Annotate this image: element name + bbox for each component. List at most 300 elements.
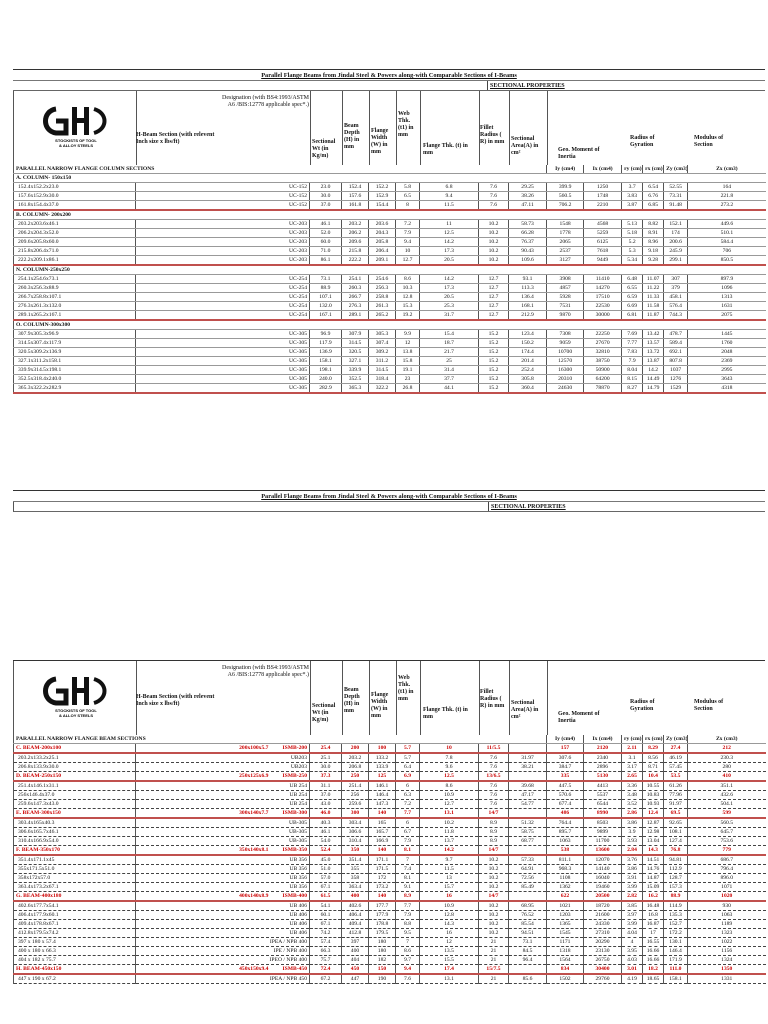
cell-depth: 400 (342, 892, 369, 902)
cell-section: 314.5x307.4x117.9 (14, 339, 136, 348)
flange-thk-header-2: Flange Thk. (t) in mm (423, 707, 468, 720)
cell-flange-width: 172 (369, 874, 396, 883)
cell-flange-width: 258.8 (369, 293, 396, 302)
group-name: D. BEAM-250x150 (14, 772, 136, 782)
group-header-row (14, 210, 766, 220)
cell-iy: 335 (547, 772, 584, 782)
cell-flange-width: 171.1 (369, 855, 396, 865)
cell-web-thk: 8.1 (396, 874, 420, 883)
cell-flange-width: 140 (369, 846, 396, 856)
cell-ry: 3.87 (622, 201, 643, 211)
cell-zx: 706 (688, 247, 766, 256)
table-row (14, 238, 766, 247)
cell-zx: 1324 (688, 956, 766, 965)
cell-area: 72.56 (509, 874, 547, 883)
cell-flange-width: 154.4 (369, 201, 396, 211)
cell-area: 51.32 (509, 818, 547, 828)
cell-area: 38.26 (509, 192, 547, 201)
fillet-header-2: Fillet Radius ( R) in mm (480, 689, 505, 709)
cell-section: 447 x 190 x 67.2 (14, 974, 136, 984)
cell-depth: 409.4 (342, 920, 369, 929)
cell-sect-wt: 31.1 (310, 781, 342, 791)
cell-zy: 172.2 (664, 929, 688, 938)
cell-fillet: 10.2 (479, 901, 509, 911)
cell-sect-wt: 25.1 (310, 753, 342, 763)
cell-sect-wt: 46.0 (310, 809, 342, 819)
cell-sect-wt: 57.4 (310, 938, 342, 947)
cell-rx: 6.85 (643, 201, 664, 211)
cell-flange-thk: 12.5 (420, 772, 479, 782)
cell-section: 289.1x265.2x167.1 (14, 311, 136, 321)
cell-designation: UB 254 (136, 781, 310, 791)
category-units-row (14, 735, 766, 744)
cell-ix: 6544 (584, 800, 622, 809)
unit-zx: Zx (cm3) (688, 165, 766, 174)
cell-flange-thk: 31.7 (420, 311, 479, 321)
cell-zx: 1022 (688, 938, 766, 947)
cell-section: 307.9x305.3x96.9 (14, 330, 136, 339)
cell-ix: 12070 (584, 855, 622, 865)
cell-zy: 73.31 (664, 192, 688, 201)
cell-designation: IPE / NPB 400 (136, 947, 310, 956)
cell-designation: UC-203 (136, 238, 310, 247)
cell-flange-thk: 21.7 (420, 348, 479, 357)
cell-ix: 9449 (584, 256, 622, 266)
cell-area: 90.43 (509, 247, 547, 256)
hbeam-header: H-Beam Section (with relevent Inch size x lbs/ft) (136, 132, 215, 145)
cell-designation: UC-254 (136, 302, 310, 311)
cell-rx: 14.87 (643, 874, 664, 883)
cell-area: 64.91 (509, 865, 547, 874)
cell-iy: 399.9 (547, 183, 584, 192)
cell-sect-wt: 45.0 (310, 855, 342, 865)
cell-section: 203.2x133.2x25.1 (14, 753, 136, 763)
category-units-row (14, 165, 766, 174)
cell-flange-width: 314.5 (369, 366, 396, 375)
cell-depth: 406.4 (342, 911, 369, 920)
cell-web-thk: 7.2 (396, 800, 420, 809)
cell-flange-thk: 14.2 (420, 238, 479, 247)
cell-ry: 3.93 (622, 837, 643, 846)
cell-rx: 11.07 (643, 275, 664, 284)
cell-iy: 1318 (547, 947, 584, 956)
cell-area: 305.8 (509, 375, 547, 384)
cell-ry: 3.17 (622, 763, 643, 772)
cell-ix: 30000 (584, 311, 622, 321)
cell-flange-thk: 14.2 (420, 275, 479, 284)
cell-sect-wt: 86.1 (310, 256, 342, 266)
web-thk-header-2: Web Thk. (t1) in mm (398, 675, 414, 702)
cell-area (509, 772, 547, 782)
cell-iy: 1548 (547, 220, 584, 229)
cell-designation: UC-254 (136, 275, 310, 284)
cell-ix: 38750 (584, 357, 622, 366)
cell-flange-thk: 14.2 (420, 846, 479, 856)
sect-wt-header-2: Sectional Wt (in Kg/m) (312, 703, 336, 723)
cell-zy: 807.8 (664, 357, 688, 366)
cell-rx: 18.65 (643, 974, 664, 984)
cell-zx: 560.5 (688, 818, 766, 828)
cell-ix: 4568 (584, 220, 622, 229)
cell-web-thk: 7.9 (396, 837, 420, 846)
cell-ix: 20290 (584, 938, 622, 947)
cell-flange-thk: 15.7 (420, 883, 479, 892)
cell-ry: 7.9 (622, 357, 643, 366)
cell-flange-width: 150 (369, 965, 396, 975)
cell-rx: 15.09 (643, 883, 664, 892)
cell-fillet: 10.2 (479, 229, 509, 238)
cell-depth: 306.6 (342, 828, 369, 837)
cell-designation: UB 356 (136, 855, 310, 865)
group-header-row (14, 265, 766, 275)
cell-sect-wt: 167.1 (310, 311, 342, 321)
cell-ix: 64200 (584, 375, 622, 384)
cell-depth: 307.9 (342, 330, 369, 339)
cell-ry: 3.1 (622, 753, 643, 763)
cell-section: 402.6x177.7x54.1 (14, 901, 136, 911)
cell-ix: 24330 (584, 920, 622, 929)
cell-depth: 157.6 (342, 192, 369, 201)
cell-ry: 3.97 (622, 911, 643, 920)
cell-flange-thk: 9.6 (420, 763, 479, 772)
cell-flange-width: 180 (369, 947, 396, 956)
cell-ix: 20500 (584, 892, 622, 902)
cell-ry: 2.82 (622, 892, 643, 902)
svg-text:STOCKISTS OF TOOL: STOCKISTS OF TOOL (55, 138, 97, 143)
cell-zx: 1096 (688, 284, 766, 293)
cell-ix: 21600 (584, 911, 622, 920)
cell-rx: 13.87 (643, 357, 664, 366)
cell-web-thk: 10.3 (396, 284, 420, 293)
cell-sect-wt: 88.9 (310, 284, 342, 293)
cell-rx: 11.33 (643, 293, 664, 302)
cell-depth: 447 (342, 974, 369, 984)
cell-ry: 7.83 (622, 348, 643, 357)
cell-iy: 9059 (547, 339, 584, 348)
cell-fillet: 12.7 (479, 293, 509, 302)
cell-flange-width: 311.2 (369, 357, 396, 366)
cell-sect-wt: 46.1 (310, 220, 342, 229)
cell-section: 358x172x57.0 (14, 874, 136, 883)
cell-depth: 152.4 (342, 183, 369, 192)
cell-ix: 8990 (584, 809, 622, 819)
cell-ry: 3.86 (622, 865, 643, 874)
cell-area: 212.9 (509, 311, 547, 321)
cell-flange-width: 146.1 (369, 781, 396, 791)
cell-flange-thk: 7.8 (420, 753, 479, 763)
cell-section: 365.3x322.2x282.9 (14, 384, 136, 394)
cell-designation: UC-152 (136, 192, 310, 201)
web-thk-header: Web Thk. (t1) in mm (398, 111, 414, 138)
cell-zx: 1063 (688, 911, 766, 920)
cell-section: 303.4x165x40.3 (14, 818, 136, 828)
cell-rx: 8.82 (643, 220, 664, 229)
cell-web-thk: 8.8 (396, 920, 420, 929)
cell-ix: 32810 (584, 348, 622, 357)
cell-sect-wt: 107.1 (310, 293, 342, 302)
cell-flange-width: 147.3 (369, 800, 396, 809)
cell-iy: 764.4 (547, 818, 584, 828)
group-reference-row (14, 772, 766, 782)
cell-area: 123.4 (509, 330, 547, 339)
group-name: B. COLUMN- 200x200 (14, 210, 766, 220)
cell-flange-thk: 13.5 (420, 947, 479, 956)
cell-flange-width: 165 (369, 818, 396, 828)
cell-iy: 3908 (547, 275, 584, 284)
cell-fillet: 10.2 (479, 256, 509, 266)
designation-header: Designation (with BS4:1993/ASTM A6 /BIS:12778 applicable spec*.) (221, 95, 309, 108)
cell-area: 68.77 (509, 837, 547, 846)
cell-rx: 8.71 (643, 763, 664, 772)
cell-zy: 88.9 (664, 892, 688, 902)
table-row (14, 348, 766, 357)
cell-flange-width: 152.2 (369, 183, 396, 192)
company-logo-icon (36, 103, 116, 151)
cell-rx: 13.42 (643, 330, 664, 339)
cell-ry: 3.48 (622, 791, 643, 800)
cell-ix: 19460 (584, 883, 622, 892)
unit-iy: Iy (cm4) (547, 735, 584, 744)
cell-zx: 599 (688, 809, 766, 819)
cell-section: 215.8x206.4x71.0 (14, 247, 136, 256)
group-name: G. BEAM-400x180 (14, 892, 136, 902)
cell-flange-thk: 12.8 (420, 911, 479, 920)
cell-zx: 212 (688, 744, 766, 754)
cell-zy: 158.1 (664, 974, 688, 984)
table-row (14, 901, 766, 911)
cell-flange-thk: 10 (420, 744, 479, 754)
cell-fillet: 11/5.5 (479, 744, 509, 754)
cell-web-thk: 13.8 (396, 348, 420, 357)
cell-designation: 350x140x8.1 ISMB-350 (136, 846, 310, 856)
cell-ry: 3.86 (622, 818, 643, 828)
cell-ry: 3.99 (622, 920, 643, 929)
cell-fillet: 15/7.5 (479, 965, 509, 975)
cell-fillet: 10.2 (479, 238, 509, 247)
cell-designation: 400x140x8.9 ISMB-400 (136, 892, 310, 902)
table-row (14, 247, 766, 256)
cell-area: 39.68 (509, 781, 547, 791)
cell-depth: 412.8 (342, 929, 369, 938)
cell-zx: 230.3 (688, 753, 766, 763)
cell-sect-wt: 74.2 (310, 929, 342, 938)
cell-zx: 2048 (688, 348, 766, 357)
cell-depth: 203.2 (342, 220, 369, 229)
cell-depth: 215.8 (342, 247, 369, 256)
cell-designation: UB 406 (136, 911, 310, 920)
cell-sect-wt: 51.0 (310, 865, 342, 874)
group-name: F. BEAM-350x170 (14, 846, 136, 856)
cell-depth: 289.1 (342, 311, 369, 321)
cell-section: 206.2x204.3x52.0 (14, 229, 136, 238)
cell-flange-width: 177.7 (369, 901, 396, 911)
cell-iy: 1502 (547, 974, 584, 984)
cell-section: 203.2x203.6x46.1 (14, 220, 136, 229)
cell-rx: 12.4 (643, 809, 664, 819)
cell-rx: 16.66 (643, 956, 664, 965)
fillet-header: Fillet Radius ( R) in mm (480, 125, 505, 145)
cell-iy: 1063 (547, 837, 584, 846)
cell-section: 266.7x258.8x107.1 (14, 293, 136, 302)
cell-sect-wt: 40.3 (310, 818, 342, 828)
cell-flange-thk: 12.5 (420, 229, 479, 238)
cell-area (509, 846, 547, 856)
cell-designation: UC-305 (136, 330, 310, 339)
category-label: PARALLEL NARROW FLANGE COLUMN SECTIONS (14, 165, 547, 174)
unit-rx: rx (cm) (643, 165, 664, 174)
cell-zx: 221.8 (688, 192, 766, 201)
group-reference-row (14, 744, 766, 754)
cell-sect-wt: 37.0 (310, 791, 342, 800)
cell-area: 93.1 (509, 275, 547, 284)
cell-fillet: 10.2 (479, 929, 509, 938)
cell-ix: 2120 (584, 744, 622, 754)
cell-zy: 130.1 (664, 938, 688, 947)
cell-fillet: 12.7 (479, 275, 509, 284)
cell-flange-thk: 37.7 (420, 375, 479, 384)
cell-zy: 57.45 (664, 763, 688, 772)
cell-iy: 486 (547, 809, 584, 819)
cell-rx: 13.57 (643, 339, 664, 348)
cell-area: 29.25 (509, 183, 547, 192)
cell-section: 306.6x165.7x46.1 (14, 828, 136, 837)
cell-web-thk: 9.4 (396, 965, 420, 975)
cell-designation: 250x125x6.9 ISMB-250 (136, 772, 310, 782)
cell-area: 113.3 (509, 284, 547, 293)
cell-sect-wt: 61.5 (310, 892, 342, 902)
table-row (14, 753, 766, 763)
unit-ix: Ix (cm4) (584, 165, 622, 174)
cell-area: 54.77 (509, 800, 547, 809)
cell-fillet: 8.9 (479, 828, 509, 837)
cell-zy: 152.7 (664, 920, 688, 929)
cell-rx: 11.87 (643, 311, 664, 321)
cell-zy: 1529 (664, 384, 688, 394)
unit-zy: Zy (cm3) (664, 735, 688, 744)
cell-depth: 161.8 (342, 201, 369, 211)
cell-rx: 8.91 (643, 229, 664, 238)
cell-zx: 1350 (688, 965, 766, 975)
cell-area: 136.4 (509, 293, 547, 302)
cell-fillet: 14/7 (479, 846, 509, 856)
cell-ry: 5.18 (622, 229, 643, 238)
cell-iy: 2065 (547, 238, 584, 247)
cell-fillet: 7.6 (479, 800, 509, 809)
unit-zy: Zy (cm3) (664, 165, 688, 174)
cell-zy: 146.4 (664, 947, 688, 956)
cell-fillet: 10.2 (479, 911, 509, 920)
table-row (14, 947, 766, 956)
cell-sect-wt: 30.0 (310, 763, 342, 772)
table-row (14, 384, 766, 394)
cell-flange-width: 309.2 (369, 348, 396, 357)
cell-area: 68.95 (509, 901, 547, 911)
cell-web-thk: 7 (396, 938, 420, 947)
table-row (14, 800, 766, 809)
cell-zx: 3643 (688, 375, 766, 384)
cell-area: 85.49 (509, 883, 547, 892)
group-reference-row (14, 892, 766, 902)
cell-web-thk: 19.2 (396, 311, 420, 321)
cell-area: 84.5 (509, 947, 547, 956)
cell-depth: 450 (342, 965, 369, 975)
cell-zy: 1276 (664, 375, 688, 384)
cell-depth: 276.3 (342, 302, 369, 311)
cell-designation: UC-305 (136, 384, 310, 394)
cell-rx: 12.98 (643, 828, 664, 837)
cell-area: 109.6 (509, 256, 547, 266)
cell-fillet: 15.2 (479, 375, 509, 384)
cell-sect-wt: 46.1 (310, 828, 342, 837)
cell-zy: 379 (664, 284, 688, 293)
cell-flange-thk: 9.7 (420, 855, 479, 865)
cell-designation: UC-254 (136, 311, 310, 321)
cell-zx: 4318 (688, 384, 766, 394)
cell-rx: 14.3 (643, 846, 664, 856)
cell-iy: 1778 (547, 229, 584, 238)
cell-section: 351.4x171.1x45 (14, 855, 136, 865)
cell-zy: 576.4 (664, 302, 688, 311)
cell-iy: 157 (547, 744, 584, 754)
table-header-2 (13, 661, 765, 735)
cell-ry: 3.91 (622, 874, 643, 883)
cell-depth: 203.2 (342, 753, 369, 763)
cell-zy: 174 (664, 229, 688, 238)
cell-ix: 5130 (584, 772, 622, 782)
cell-iy: 1171 (547, 938, 584, 947)
cell-section: 276.3x261.3x132.0 (14, 302, 136, 311)
cell-web-thk: 5.8 (396, 183, 420, 192)
cell-flange-width: 182 (369, 956, 396, 965)
cell-depth: 314.5 (342, 339, 369, 348)
cell-ry: 2.84 (622, 846, 643, 856)
cell-web-thk: 6 (396, 818, 420, 828)
cell-depth: 250 (342, 772, 369, 782)
cell-area: 85.6 (509, 974, 547, 984)
table-row (14, 874, 766, 883)
cell-depth: 300 (342, 809, 369, 819)
table-header (13, 91, 765, 165)
cell-flange-thk: 9.4 (420, 192, 479, 201)
beam-depth-header-2: Beam Depth (H) in mm (344, 687, 360, 714)
cell-flange-width: 180 (369, 938, 396, 947)
table-row (14, 855, 766, 865)
cell-web-thk: 5.7 (396, 753, 420, 763)
cell-web-thk: 7.4 (396, 865, 420, 874)
section-continuation-header (13, 490, 765, 512)
cell-area (509, 965, 547, 975)
cell-ry: 4.04 (622, 929, 643, 938)
cell-iy: 7531 (547, 302, 584, 311)
cell-web-thk: 6.9 (396, 772, 420, 782)
cell-flange-thk: 31.4 (420, 366, 479, 375)
cell-depth: 358 (342, 874, 369, 883)
cell-iy: 538 (547, 846, 584, 856)
cell-sect-wt: 66.3 (310, 947, 342, 956)
cell-ix: 2210 (584, 201, 622, 211)
cell-fillet: 12.7 (479, 284, 509, 293)
cell-fillet: 8.9 (479, 818, 509, 828)
cell-flange-width: 173.2 (369, 883, 396, 892)
cell-ry: 3.83 (622, 192, 643, 201)
cell-section: 339.9x314.5x198.1 (14, 366, 136, 375)
cell-sect-wt: 75.7 (310, 956, 342, 965)
cell-designation: UC-203 (136, 220, 310, 229)
cell-zx: 796.4 (688, 865, 766, 874)
cell-zx: 850.5 (688, 256, 766, 266)
cell-rx: 14.51 (643, 855, 664, 865)
table-row (14, 183, 766, 192)
